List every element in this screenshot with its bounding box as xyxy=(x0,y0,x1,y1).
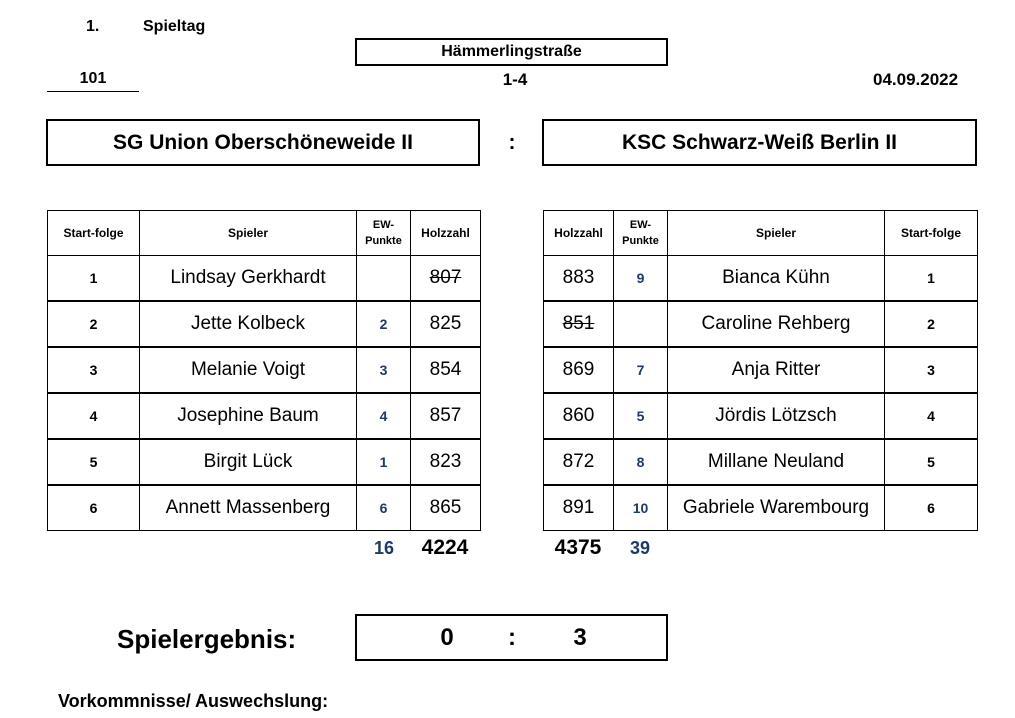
header-score: Holzzahl xyxy=(544,211,614,256)
ew-points: 2 xyxy=(357,301,411,347)
player-name: Lindsay Gerkhardt xyxy=(140,256,357,302)
player-name: Gabriele Warembourg xyxy=(668,485,885,531)
player-name: Jette Kolbeck xyxy=(140,301,357,347)
ew-points: 6 xyxy=(357,485,411,531)
ew-points: 3 xyxy=(357,347,411,393)
table-row xyxy=(48,393,481,439)
result-label: Spielergebnis: xyxy=(117,624,297,654)
table-row xyxy=(48,301,481,347)
player-name: Annett Massenberg xyxy=(140,485,357,531)
player-name: Melanie Voigt xyxy=(140,347,357,393)
table-row xyxy=(48,256,481,302)
home-team-box xyxy=(46,119,480,166)
start-order: 1 xyxy=(885,256,978,302)
start-order: 6 xyxy=(885,485,978,531)
table-row xyxy=(544,485,978,531)
lanes: 1-4 xyxy=(502,70,528,89)
score: 854 xyxy=(411,347,481,393)
start-order: 2 xyxy=(48,301,140,347)
score: 891 xyxy=(544,485,614,531)
table-row xyxy=(48,347,481,393)
start-order: 1 xyxy=(48,256,140,302)
ew-points: 8 xyxy=(614,439,668,485)
score: 825 xyxy=(411,301,481,347)
result-home: 0 xyxy=(440,623,454,651)
teams-separator: : xyxy=(508,131,516,154)
table-row xyxy=(48,439,481,485)
home-team-name: SG Union Oberschöneweide II xyxy=(113,130,413,154)
table-row xyxy=(544,393,978,439)
header-player: Spieler xyxy=(668,211,885,256)
start-order: 5 xyxy=(885,439,978,485)
result-separator: : xyxy=(508,623,516,651)
result-box xyxy=(355,614,668,661)
header-ew-points: EW- Punkte xyxy=(357,211,411,256)
start-order: 2 xyxy=(885,301,978,347)
player-name: Jördis Lötzsch xyxy=(668,393,885,439)
ew-points: 4 xyxy=(357,393,411,439)
score-struck: 807 xyxy=(411,256,481,302)
away-team-box xyxy=(542,119,977,166)
table-row xyxy=(544,439,978,485)
round-number: 1. xyxy=(86,18,100,35)
header-player: Spieler xyxy=(140,211,357,256)
player-name: Josephine Baum xyxy=(140,393,357,439)
player-name: Birgit Lück xyxy=(140,439,357,485)
score-struck: 851 xyxy=(544,301,614,347)
start-order: 4 xyxy=(885,393,978,439)
score: 860 xyxy=(544,393,614,439)
home-total-points: 16 xyxy=(373,538,395,558)
notes-label: Vorkommnisse/ Auswechslung: xyxy=(58,691,329,711)
ew-points: 1 xyxy=(357,439,411,485)
away-lineup-table xyxy=(543,210,978,531)
player-name: Anja Ritter xyxy=(668,347,885,393)
ew-points xyxy=(614,301,668,347)
header-start-order: Start-folge xyxy=(48,211,140,256)
result-away: 3 xyxy=(573,623,587,651)
table-row xyxy=(544,256,978,302)
score: 872 xyxy=(544,439,614,485)
venue: Hämmerlingstraße xyxy=(441,43,582,60)
away-total-score: 4375 xyxy=(554,536,602,559)
table-row xyxy=(544,301,978,347)
table-row xyxy=(544,347,978,393)
ew-points: 9 xyxy=(614,256,668,302)
ew-points: 5 xyxy=(614,393,668,439)
away-table-header xyxy=(544,211,978,256)
header-start-order: Start-folge xyxy=(885,211,978,256)
score: 883 xyxy=(544,256,614,302)
start-order: 5 xyxy=(48,439,140,485)
player-name: Bianca Kühn xyxy=(668,256,885,302)
table-row xyxy=(48,485,481,531)
away-total-points: 39 xyxy=(629,538,651,558)
start-order: 6 xyxy=(48,485,140,531)
away-team-name: KSC Schwarz-Weiß Berlin II xyxy=(622,130,897,154)
match-number: 101 xyxy=(47,70,139,92)
header-score: Holzzahl xyxy=(411,211,481,256)
match-date: 04.09.2022 xyxy=(873,70,959,89)
ew-points: 7 xyxy=(614,347,668,393)
score: 865 xyxy=(411,485,481,531)
home-table-header xyxy=(48,211,481,256)
header-ew-points: EW- Punkte xyxy=(614,211,668,256)
score: 869 xyxy=(544,347,614,393)
round-label: Spieltag xyxy=(143,18,206,35)
score: 857 xyxy=(411,393,481,439)
home-lineup-table xyxy=(47,210,481,531)
start-order: 3 xyxy=(48,347,140,393)
start-order: 4 xyxy=(48,393,140,439)
ew-points: 10 xyxy=(614,485,668,531)
venue-box xyxy=(355,38,668,66)
home-total-score: 4224 xyxy=(421,536,469,559)
start-order: 3 xyxy=(885,347,978,393)
score: 823 xyxy=(411,439,481,485)
player-name: Caroline Rehberg xyxy=(668,301,885,347)
ew-points xyxy=(357,256,411,302)
player-name: Millane Neuland xyxy=(668,439,885,485)
